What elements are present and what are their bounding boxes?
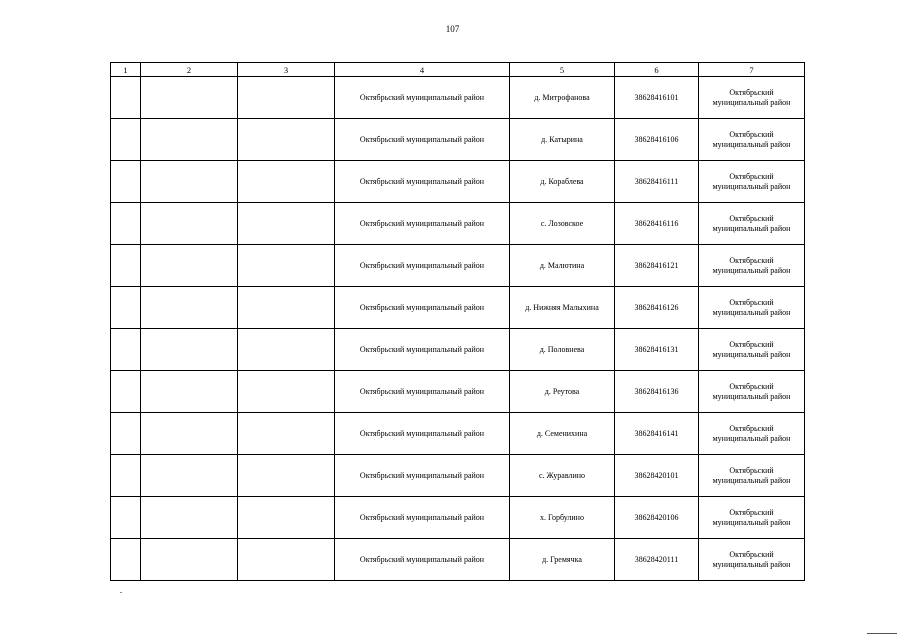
column-3-cell [238,203,335,245]
header-row [111,63,805,77]
district-cell: Октябрьский муниципальный район [335,203,510,245]
column-2-cell [141,161,238,203]
column-3-cell [238,245,335,287]
column-2-cell [141,287,238,329]
row-number-cell [111,287,141,329]
municipal-formation-cell: Октябрьский муниципальный район [699,287,805,329]
municipal-formation-cell: Октябрьский муниципальный район [699,119,805,161]
table-row [111,497,805,539]
column-header-4: 4 [335,63,510,77]
column-3-cell [238,161,335,203]
table-row [111,203,805,245]
column-header-5: 5 [510,63,615,77]
column-2-cell [141,371,238,413]
row-number-cell [111,455,141,497]
oktmo-code-cell: 38628416116 [615,203,699,245]
oktmo-code-cell: 38628416141 [615,413,699,455]
table-row [111,161,805,203]
row-number-cell [111,539,141,581]
table-row [111,245,805,287]
table-body [111,77,805,581]
district-cell: Октябрьский муниципальный район [335,161,510,203]
table-row [111,371,805,413]
table-row [111,455,805,497]
column-2-cell [141,329,238,371]
oktmo-code-cell: 38628416136 [615,371,699,413]
row-number-cell [111,161,141,203]
municipal-formation-cell: Октябрьский муниципальный район [699,161,805,203]
settlement-cell: д. Семенихина [510,413,615,455]
table-header [111,63,805,77]
column-3-cell [238,287,335,329]
column-3-cell [238,77,335,119]
district-cell: Октябрьский муниципальный район [335,413,510,455]
settlement-cell: д. Малютина [510,245,615,287]
settlement-cell: д. Гремячка [510,539,615,581]
column-3-cell [238,413,335,455]
district-cell: Октябрьский муниципальный район [335,497,510,539]
column-3-cell [238,329,335,371]
column-3-cell [238,455,335,497]
row-number-cell [111,119,141,161]
oktmo-code-cell: 38628416121 [615,245,699,287]
district-cell: Октябрьский муниципальный район [335,287,510,329]
district-cell: Октябрьский муниципальный район [335,77,510,119]
oktmo-code-cell: 38628416131 [615,329,699,371]
settlement-cell: д. Реутова [510,371,615,413]
oktmo-code-cell: 38628420106 [615,497,699,539]
municipal-formation-cell: Октябрьский муниципальный район [699,77,805,119]
district-cell: Октябрьский муниципальный район [335,329,510,371]
column-2-cell [141,77,238,119]
municipal-formation-cell: Октябрьский муниципальный район [699,497,805,539]
table-row [111,287,805,329]
oktmo-code-cell: 38628416101 [615,77,699,119]
column-2-cell [141,497,238,539]
table-row [111,413,805,455]
table-row [111,119,805,161]
column-3-cell [238,497,335,539]
oktmo-code-cell: 38628420111 [615,539,699,581]
settlement-cell: д. Кораблева [510,161,615,203]
oktmo-code-cell: 38628416106 [615,119,699,161]
settlement-cell: с. Журавлино [510,455,615,497]
settlement-cell: х. Горбулино [510,497,615,539]
settlement-cell: с. Лозовское [510,203,615,245]
table-row [111,329,805,371]
column-2-cell [141,413,238,455]
table-row [111,539,805,581]
column-2-cell [141,455,238,497]
municipal-formation-cell: Октябрьский муниципальный район [699,455,805,497]
district-cell: Октябрьский муниципальный район [335,371,510,413]
municipal-formation-cell: Октябрьский муниципальный район [699,371,805,413]
column-header-2: 2 [141,63,238,77]
oktmo-code-cell: 38628416111 [615,161,699,203]
district-cell: Октябрьский муниципальный район [335,245,510,287]
district-cell: Октябрьский муниципальный район [335,539,510,581]
row-number-cell [111,413,141,455]
column-2-cell [141,119,238,161]
scan-artifact [867,633,897,634]
row-number-cell [111,371,141,413]
table-row [111,77,805,119]
district-cell: Октябрьский муниципальный район [335,455,510,497]
column-header-6: 6 [615,63,699,77]
row-number-cell [111,497,141,539]
settlement-cell: д. Митрофанова [510,77,615,119]
row-number-cell [111,77,141,119]
municipal-formation-cell: Октябрьский муниципальный район [699,203,805,245]
column-3-cell [238,119,335,161]
column-header-1: 1 [111,63,141,77]
column-3-cell [238,371,335,413]
column-2-cell [141,203,238,245]
column-2-cell [141,245,238,287]
settlement-cell: д. Нижняя Малыхина [510,287,615,329]
column-3-cell [238,539,335,581]
row-number-cell [111,203,141,245]
scan-artifact [120,592,122,593]
oktmo-code-cell: 38628420101 [615,455,699,497]
district-cell: Октябрьский муниципальный район [335,119,510,161]
municipal-formation-cell: Октябрьский муниципальный район [699,539,805,581]
settlement-cell: д. Катырина [510,119,615,161]
row-number-cell [111,245,141,287]
row-number-cell [111,329,141,371]
municipal-formation-cell: Октябрьский муниципальный район [699,329,805,371]
municipal-formation-cell: Октябрьский муниципальный район [699,245,805,287]
page-number: 107 [445,24,460,34]
oktmo-code-cell: 38628416126 [615,287,699,329]
municipal-formation-cell: Октябрьский муниципальный район [699,413,805,455]
column-header-7: 7 [699,63,805,77]
municipal-settlements-table [110,62,805,581]
column-header-3: 3 [238,63,335,77]
settlement-cell: д. Половнева [510,329,615,371]
column-2-cell [141,539,238,581]
